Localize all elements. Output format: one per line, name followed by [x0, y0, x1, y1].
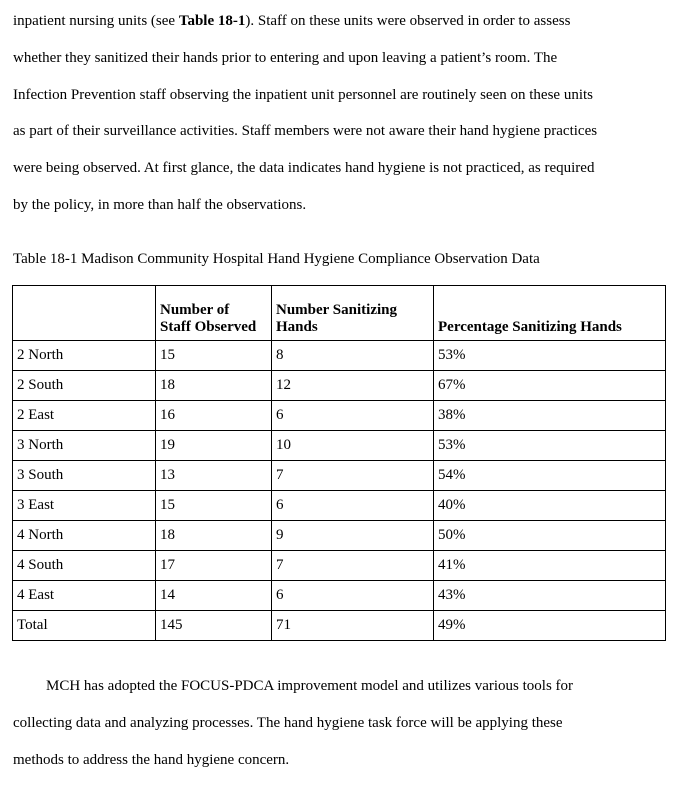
cell-unit: 4 East: [13, 581, 156, 611]
cell-percentage: 40%: [434, 491, 666, 521]
cell-number-sanitizing: 6: [272, 491, 434, 521]
header-unit: [13, 286, 156, 341]
cell-staff-observed: 13: [156, 461, 272, 491]
paragraph-line: methods to address the hand hygiene concern.: [13, 752, 290, 768]
table-row: [13, 551, 666, 581]
cell-percentage: 54%: [434, 461, 666, 491]
cell-unit: 3 South: [13, 461, 156, 491]
cell-staff-observed: 18: [156, 521, 272, 551]
cell-unit: 4 North: [13, 521, 156, 551]
table-row: [13, 521, 666, 551]
paragraph-line: collecting data and analyzing processes. The hand hygiene task force will be applying these: [13, 715, 563, 731]
cell-percentage: 49%: [434, 611, 666, 641]
table-row: [13, 431, 666, 461]
header-text: Staff Observed: [160, 319, 257, 335]
cell-staff-observed: 145: [156, 611, 272, 641]
paragraph-line: were being observed. At first glance, the data indicates hand hygiene is not practiced, as required: [13, 160, 595, 176]
table-row: [13, 581, 666, 611]
cell-staff-observed: 14: [156, 581, 272, 611]
cell-percentage: 41%: [434, 551, 666, 581]
header-text: Number of: [160, 302, 230, 318]
table-row: [13, 371, 666, 401]
cell-number-sanitizing: 6: [272, 401, 434, 431]
cell-percentage: 50%: [434, 521, 666, 551]
cell-percentage: 53%: [434, 341, 666, 371]
cell-staff-observed: 18: [156, 371, 272, 401]
table-reference: Table 18-1: [178, 13, 246, 29]
cell-percentage: 38%: [434, 401, 666, 431]
paragraph-line: Infection Prevention staff observing the inpatient unit personnel are routinely seen on these units: [13, 87, 593, 103]
cell-unit: 3 North: [13, 431, 156, 461]
cell-unit: Total: [13, 611, 156, 641]
table-row: [13, 401, 666, 431]
header-number-sanitizing: [272, 286, 434, 341]
table-header-row: [13, 286, 666, 341]
cell-number-sanitizing: 8: [272, 341, 434, 371]
cell-number-sanitizing: 7: [272, 551, 434, 581]
cell-unit: 3 East: [13, 491, 156, 521]
cell-number-sanitizing: 6: [272, 581, 434, 611]
table-row: [13, 341, 666, 371]
text-run: ). Staff on these units were observed in order to assess: [245, 13, 571, 29]
cell-staff-observed: 19: [156, 431, 272, 461]
cell-number-sanitizing: 12: [272, 371, 434, 401]
table-row: [13, 491, 666, 521]
cell-percentage: 53%: [434, 431, 666, 461]
cell-staff-observed: 15: [156, 341, 272, 371]
cell-number-sanitizing: 10: [272, 431, 434, 461]
cell-staff-observed: 17: [156, 551, 272, 581]
cell-number-sanitizing: 71: [272, 611, 434, 641]
cell-number-sanitizing: 7: [272, 461, 434, 491]
header-text: Hands: [276, 319, 318, 335]
paragraph-line: MCH has adopted the FOCUS-PDCA improvement model and utilizes various tools for: [46, 678, 574, 694]
table-row: [13, 611, 666, 641]
cell-staff-observed: 16: [156, 401, 272, 431]
cell-percentage: 67%: [434, 371, 666, 401]
cell-unit: 2 North: [13, 341, 156, 371]
cell-number-sanitizing: 9: [272, 521, 434, 551]
table-row: [13, 461, 666, 491]
cell-unit: 4 South: [13, 551, 156, 581]
paragraph-line: whether they sanitized their hands prior to entering and upon leaving a patient’s room. The: [13, 50, 558, 66]
table-caption: Table 18-1 Madison Community Hospital Hand Hygiene Compliance Observation Data: [13, 251, 540, 267]
cell-staff-observed: 15: [156, 491, 272, 521]
paragraph-line: as part of their surveillance activities. Staff members were not aware their hand hygiene practices: [13, 123, 598, 139]
header-percentage: Percentage Sanitizing Hands: [434, 286, 666, 341]
cell-unit: 2 South: [13, 371, 156, 401]
cell-unit: 2 East: [13, 401, 156, 431]
header-text: Number Sanitizing: [276, 302, 397, 318]
paragraph-line: [13, 12, 570, 30]
paragraph-line: by the policy, in more than half the observations.: [13, 197, 307, 213]
text-run: inpatient nursing units (see: [13, 13, 179, 29]
header-staff-observed: [156, 286, 272, 341]
cell-percentage: 43%: [434, 581, 666, 611]
compliance-table: [12, 285, 666, 641]
